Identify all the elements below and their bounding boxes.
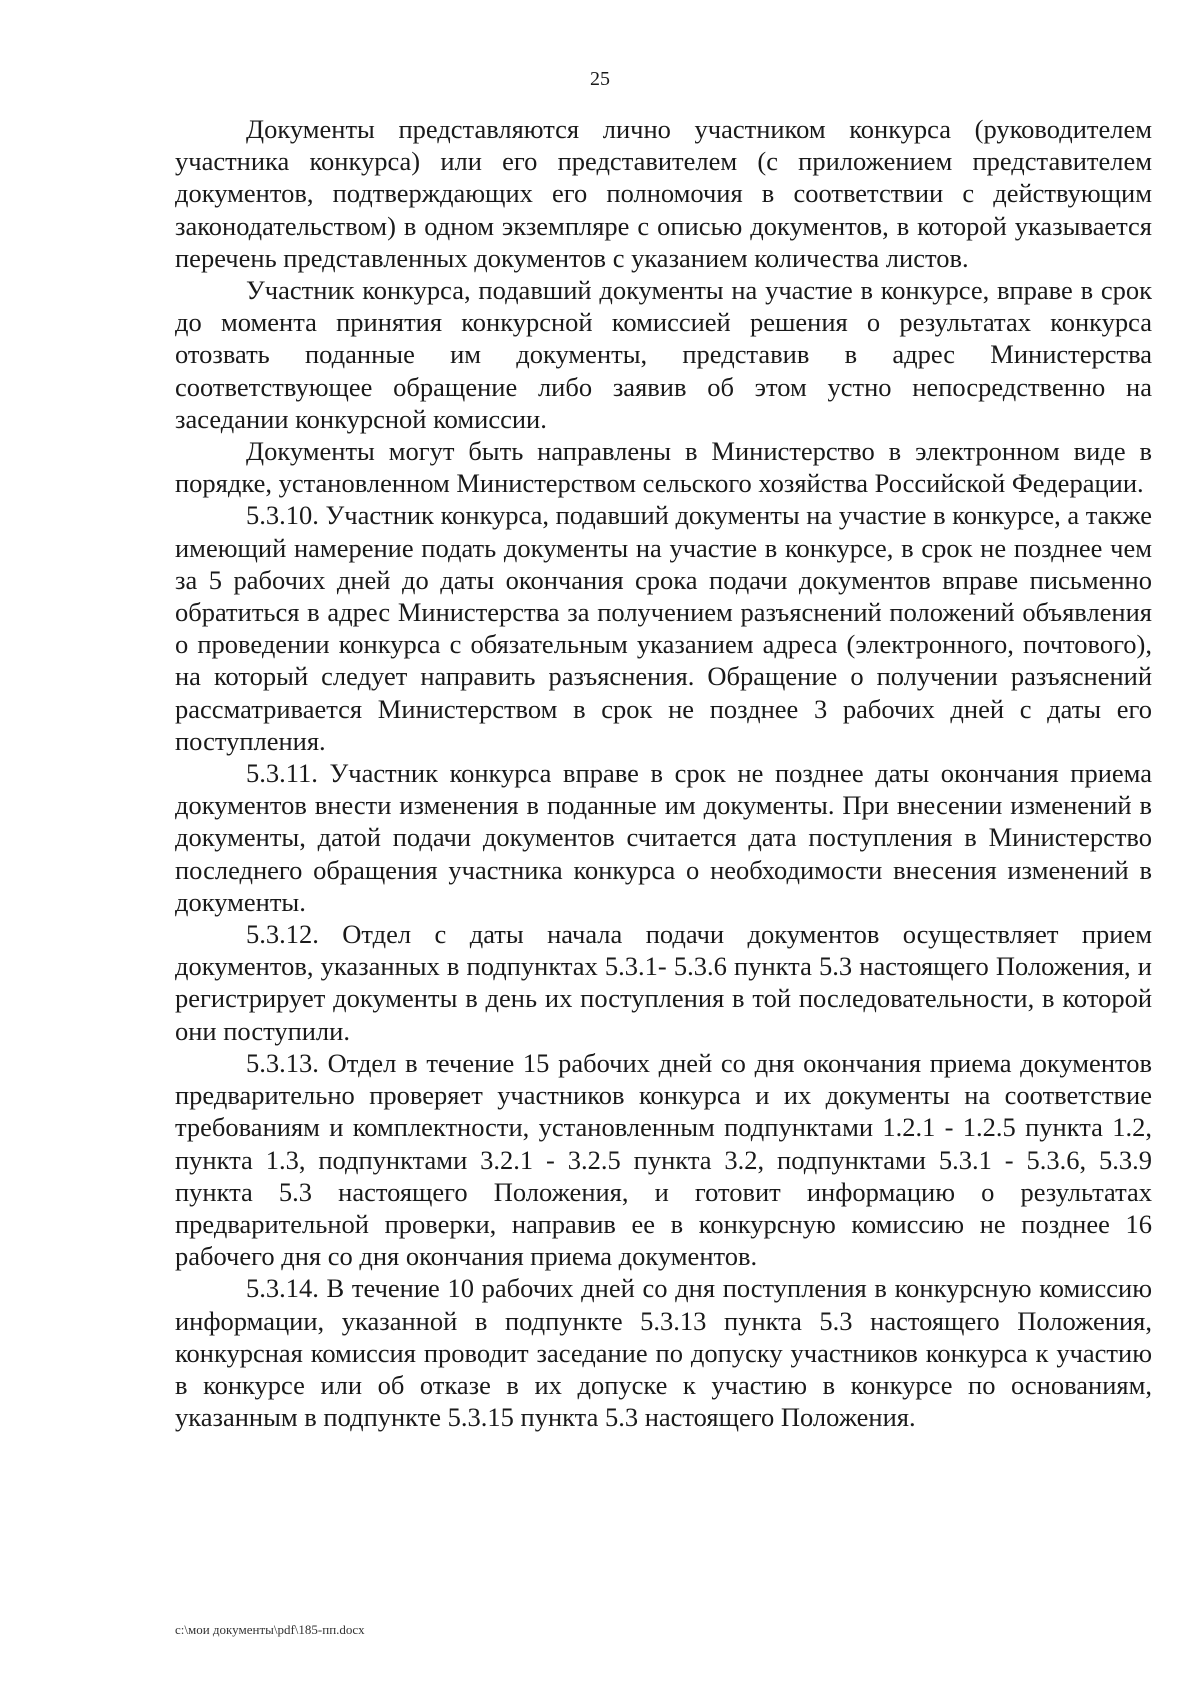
footer-file-path: c:\мои документы\pdf\185-пп.docx xyxy=(175,1622,365,1637)
document-body xyxy=(175,113,1152,1433)
paragraph-5-3-11: 5.3.11. Участник конкурса вправе в срок не позднее даты окончания приема документов внести изменения в поданные им документы. При внесении изменений в документы, датой подачи документов считается дата поступления в Министерство последнего обращения участника конкурса о необходимости внесения изменений в документы. xyxy=(175,758,1152,917)
paragraph-5-3-13: 5.3.13. Отдел в течение 15 рабочих дней со дня окончания приема документов предварительно проверяет участников конкурса и их документы на соответствие требованиям и комплектности, установленным подпунктами 1.2.1 - 1.2.5 пункта 1.2, пункта 1.3, подпунктами 3.2.1 - 3.2.5 пункта 3.2, подпунктами 5.3.1 - 5.3.6, 5.3.9 пункта 5.3 настоящего Положения, и готовит информацию о результатах предварительной проверки, направив ее в конкурсную комиссию не позднее 16 рабочего дня со дня окончания приема документов. xyxy=(175,1047,1152,1272)
page-number: 25 xyxy=(590,68,610,90)
paragraph-5-3-12: 5.3.12. Отдел с даты начала подачи документов осуществляет прием документов, указанных в подпунктах 5.3.1- 5.3.6 пункта 5.3 настоящего Положения, и регистрирует документы в день их поступления в той последовательности, в которой они поступили. xyxy=(175,919,1152,1046)
paragraph-withdraw-documents: Участник конкурса, подавший документы на участие в конкурсе, вправе в срок до момента принятия конкурсной комиссией решения о результатах конкурса отозвать поданные им документы, представив в адрес Министерства соответствующее обращение либо заявив об этом устно непосредственно на заседании конкурсной комиссии. xyxy=(175,275,1152,434)
paragraph-5-3-14: 5.3.14. В течение 10 рабочих дней со дня поступления в конкурсную комиссию информации, указанной в подпункте 5.3.13 пункта 5.3 настоящего Положения, конкурсная комиссия проводит заседание по допуску участников конкурса к участию в конкурсе или об отказе в их допуске к участию в конкурсе по основаниям, указанным в подпункте 5.3.15 пункта 5.3 настоящего Положения. xyxy=(175,1273,1152,1433)
paragraph-5-3-10: 5.3.10. Участник конкурса, подавший документы на участие в конкурсе, а также имеющий намерение подать документы на участие в конкурсе, в срок не позднее чем за 5 рабочих дней до даты окончания срока подачи документов вправе письменно обратиться в адрес Министерства за получением разъяснений положений объявления о проведении конкурса с обязательным указанием адреса (электронного, почтового), на который следует направить разъяснения. Обращение о получении разъяснений рассматривается Министерством в срок не позднее 3 рабочих дней с даты его поступления. xyxy=(175,500,1152,756)
paragraph-documents-submission: Документы представляются лично участником конкурса (руководителем участника конкурса) или его представителем (с приложением представителем документов, подтверждающих его полномочия в соответствии с действующим законодательством) в одном экземпляре с описью документов, в которой указывается перечень представленных документов с указанием количества листов. xyxy=(175,114,1152,273)
paragraph-electronic-submission: Документы могут быть направлены в Министерство в электронном виде в порядке, установленном Министерством сельского хозяйства Российской Федерации. xyxy=(175,436,1152,499)
